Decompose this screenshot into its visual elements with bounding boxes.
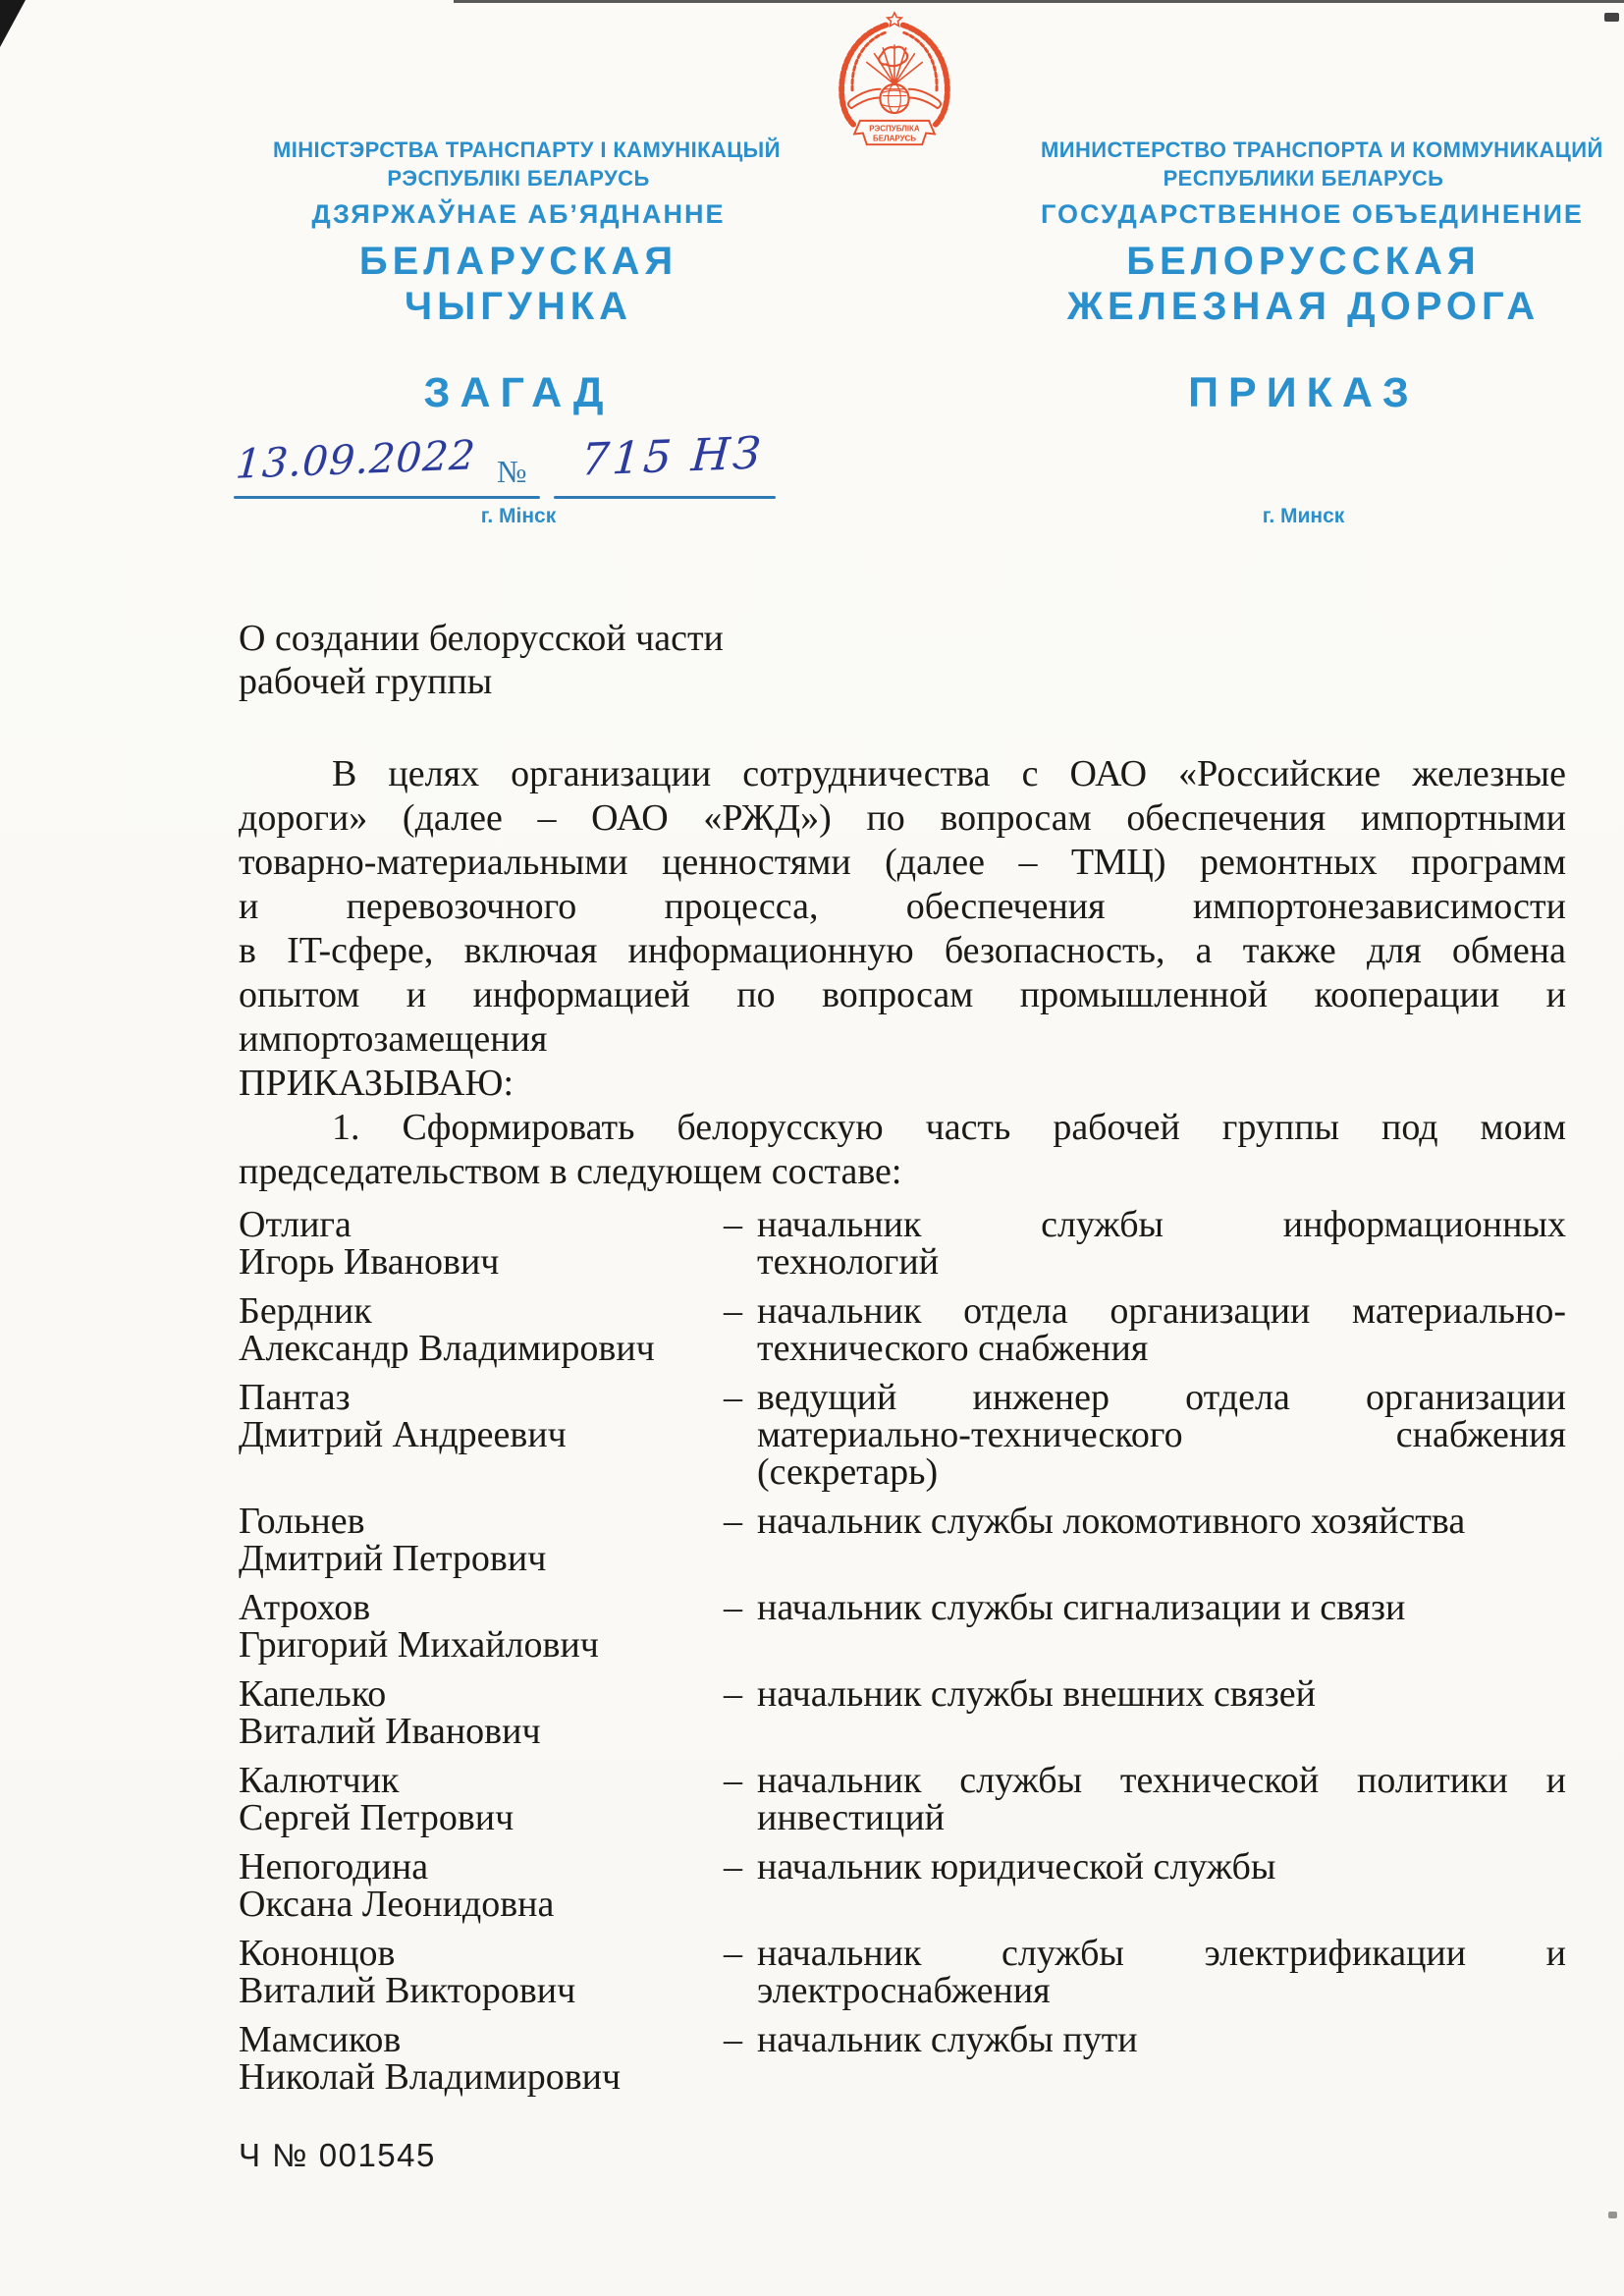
scan-artifact-top-edge <box>454 0 1624 3</box>
organization-name-ru <box>1041 239 1566 329</box>
member-position-text: начальник службы сигнализации и связи <box>757 1587 1406 1628</box>
member-position <box>724 1933 1566 2011</box>
member-surname: Отлига <box>239 1204 352 1245</box>
paragraph-line: и перевозочного процесса, обеспечения импортонезависимости <box>239 886 1566 927</box>
belarus-coat-of-arms-emblem <box>827 8 962 151</box>
organization-line-be-2: ЧЫГУНКА <box>404 285 632 328</box>
member-firstname-patronymic: Сергей Петрович <box>239 1797 514 1838</box>
member-position-text: начальник службы информационных <box>757 1204 1566 1245</box>
star-icon <box>888 13 902 27</box>
emblem-banner-text-1: РЭСПУБЛІКА <box>869 124 920 134</box>
member-position-line <box>757 1243 1566 1281</box>
member-position-line <box>757 1799 1566 1836</box>
member-firstname-patronymic: Александр Владимирович <box>239 1328 655 1369</box>
position-dash: – <box>724 1587 742 1628</box>
member-firstname-patronymic: Николай Владимирович <box>239 2056 622 2098</box>
document-type-be: ЗАГАД <box>423 369 614 416</box>
position-dash: – <box>724 1204 742 1245</box>
subject-heading <box>239 617 724 703</box>
orders-keyword: ПРИКАЗЫВАЮ: <box>239 1063 514 1104</box>
subject-line-1: О создании белорусской части <box>239 618 724 659</box>
member-name <box>239 1762 724 1836</box>
member-position <box>724 1501 1566 1577</box>
emblem-banner-text-2: БЕЛАРУСЬ <box>872 134 917 143</box>
position-dash: – <box>724 1501 742 1542</box>
member-surname: Пантаз <box>239 1377 351 1418</box>
member-firstname-patronymic: Оксана Леонидовна <box>239 1884 555 1925</box>
member-surname: Калютчик <box>239 1760 400 1801</box>
organization-line-ru-2: ЖЕЛЕЗНАЯ ДОРОГА <box>1066 285 1541 328</box>
date-handwritten: 13.09.2022 <box>234 431 478 488</box>
member-firstname-patronymic: Дмитрий Петрович <box>239 1538 547 1579</box>
paragraph-line: дороги» (далее – ОАО «РЖД») по вопросам обеспечения импортными <box>239 797 1566 839</box>
member-position-line <box>724 1673 1566 1715</box>
member-position-line <box>724 1290 1566 1332</box>
organization-line-ru-1: БЕЛОРУССКАЯ <box>1126 240 1481 283</box>
member-position-line <box>757 1972 1566 2009</box>
member-position-text: технологий <box>757 1241 940 1283</box>
member-position-line <box>757 1453 1566 1491</box>
date-underline <box>234 496 540 499</box>
member-position <box>724 1846 1566 1923</box>
paragraph-line: товарно-материальными ценностями (далее – ТМЦ) ремонтных программ <box>239 842 1566 883</box>
member-position-line <box>724 1587 1566 1628</box>
member-name <box>239 1589 724 1664</box>
scan-artifact-bottom-right <box>1608 2212 1617 2218</box>
order-number-handwritten: 715 НЗ <box>579 426 766 486</box>
member-position <box>724 1290 1566 1369</box>
member-surname: Атрохов <box>239 1587 371 1628</box>
member-surname: Бердник <box>239 1290 372 1332</box>
member-row <box>239 1589 1566 1664</box>
document-body <box>239 752 1566 2096</box>
member-position-text: начальник службы технической политики и <box>757 1760 1566 1801</box>
subject-line-2: рабочей группы <box>239 661 493 702</box>
paragraph-line: В целях организации сотрудничества с ОАО «Российские железные <box>332 753 1566 794</box>
member-name <box>239 1292 724 1367</box>
member-surname: Кононцов <box>239 1933 396 1974</box>
member-position-line <box>724 1501 1566 1542</box>
letterhead-russian <box>1041 136 1603 417</box>
member-name <box>239 1206 724 1281</box>
members-list <box>239 1206 1566 2096</box>
member-position-text: начальник службы внешних связей <box>757 1673 1316 1715</box>
ministry-name-ru <box>1041 136 1603 192</box>
ministry-name-be <box>273 136 781 192</box>
member-surname: Капелько <box>239 1673 387 1715</box>
member-name <box>239 1935 724 2009</box>
member-position-text: начальник службы локомотивного хозяйства <box>757 1501 1466 1542</box>
document-type-ru: ПРИКАЗ <box>1188 369 1419 416</box>
member-row <box>239 1848 1566 1923</box>
member-position-text: начальник юридической службы <box>757 1846 1276 1887</box>
member-row <box>239 1379 1566 1491</box>
position-dash: – <box>724 1290 742 1332</box>
member-position-text: ведущий инженер отдела организации <box>757 1377 1566 1418</box>
member-row <box>239 1292 1566 1367</box>
scan-artifact-top-right <box>1604 13 1619 22</box>
position-dash: – <box>724 1760 742 1801</box>
member-surname: Непогодина <box>239 1846 429 1887</box>
member-position-text: материально-технического снабжения <box>757 1414 1566 1455</box>
city-label-be: г. Мінск <box>480 505 557 527</box>
member-row <box>239 1762 1566 1836</box>
position-dash: – <box>724 1377 742 1418</box>
scan-artifact-top-left <box>0 0 26 47</box>
member-position <box>724 1204 1566 1283</box>
member-firstname-patronymic: Дмитрий Андреевич <box>239 1414 567 1455</box>
member-position <box>724 2019 1566 2096</box>
member-row <box>239 1503 1566 1577</box>
member-position-text: электроснабжения <box>757 1970 1051 2011</box>
member-position-line <box>757 1330 1566 1367</box>
number-underline <box>554 496 776 499</box>
member-row <box>239 1935 1566 2009</box>
member-name <box>239 1503 724 1577</box>
member-position <box>724 1377 1566 1493</box>
paragraph-line: опытом и информацией по вопросам промышленной кооперации и <box>239 974 1566 1015</box>
ministry-line-be-2: РЭСПУБЛІКІ БЕЛАРУСЬ <box>387 166 650 191</box>
member-position-line <box>724 1933 1566 1974</box>
member-row <box>239 1675 1566 1750</box>
position-dash: – <box>724 2019 742 2060</box>
number-sign: № <box>497 454 527 489</box>
member-position-line <box>757 1416 1566 1453</box>
ministry-line-ru-1: МИНИСТЕРСТВО ТРАНСПОРТА И КОММУНИКАЦИЙ <box>1041 137 1603 162</box>
member-firstname-patronymic: Виталий Иванович <box>239 1711 541 1752</box>
organization-name-be <box>273 239 764 329</box>
association-name-be: ДЗЯРЖАЎНАЕ АБ’ЯДНАННЕ <box>311 199 726 229</box>
letterhead-belarusian <box>273 136 781 417</box>
member-position-line <box>724 1377 1566 1418</box>
city-label-ru: г. Минск <box>1262 505 1345 527</box>
member-position-text: инвестиций <box>757 1797 946 1838</box>
member-position-line <box>724 1760 1566 1801</box>
member-name <box>239 1675 724 1750</box>
form-number: Ч № 001545 <box>239 2137 436 2173</box>
association-name-ru: ГОСУДАРСТВЕННОЕ ОБЪЕДИНЕНИЕ <box>1041 199 1584 229</box>
member-name <box>239 1379 724 1491</box>
member-position <box>724 1673 1566 1750</box>
member-firstname-patronymic: Виталий Викторович <box>239 1970 576 2011</box>
member-position-line <box>724 1846 1566 1887</box>
member-position-line <box>724 2019 1566 2060</box>
member-surname: Мамсиков <box>239 2019 402 2060</box>
member-position <box>724 1587 1566 1664</box>
position-dash: – <box>724 1933 742 1974</box>
organization-line-be-1: БЕЛАРУСКАЯ <box>358 240 678 283</box>
member-name <box>239 2021 724 2096</box>
member-position <box>724 1760 1566 1838</box>
member-position-text: начальник отдела организации материально- <box>757 1290 1566 1332</box>
paragraph-line: импортозамещения <box>239 1018 548 1060</box>
item-1-line: 1. Сформировать белорусскую часть рабочей группы под моим <box>332 1107 1566 1148</box>
member-position-text: (секретарь) <box>757 1451 939 1493</box>
member-surname: Гольнев <box>239 1501 365 1542</box>
member-firstname-patronymic: Григорий Михайлович <box>239 1624 599 1666</box>
member-name <box>239 1848 724 1923</box>
item-1-line: председательством в следующем составе: <box>239 1151 902 1192</box>
member-firstname-patronymic: Игорь Иванович <box>239 1241 500 1283</box>
position-dash: – <box>724 1673 742 1715</box>
ministry-line-be-1: МІНІСТЭРСТВА ТРАНСПАРТУ І КАМУНІКАЦЫЙ <box>273 137 781 162</box>
member-position-line <box>724 1204 1566 1245</box>
member-row <box>239 2021 1566 2096</box>
member-row <box>239 1206 1566 1281</box>
position-dash: – <box>724 1846 742 1887</box>
ministry-line-ru-2: РЕСПУБЛИКИ БЕЛАРУСЬ <box>1163 166 1444 191</box>
member-position-text: технического снабжения <box>757 1328 1149 1369</box>
member-position-text: начальник службы электрификации и <box>757 1933 1566 1974</box>
paragraph-line: в IT-сфере, включая информационную безопасность, а также для обмена <box>239 930 1566 971</box>
member-position-text: начальник службы пути <box>757 2019 1138 2060</box>
